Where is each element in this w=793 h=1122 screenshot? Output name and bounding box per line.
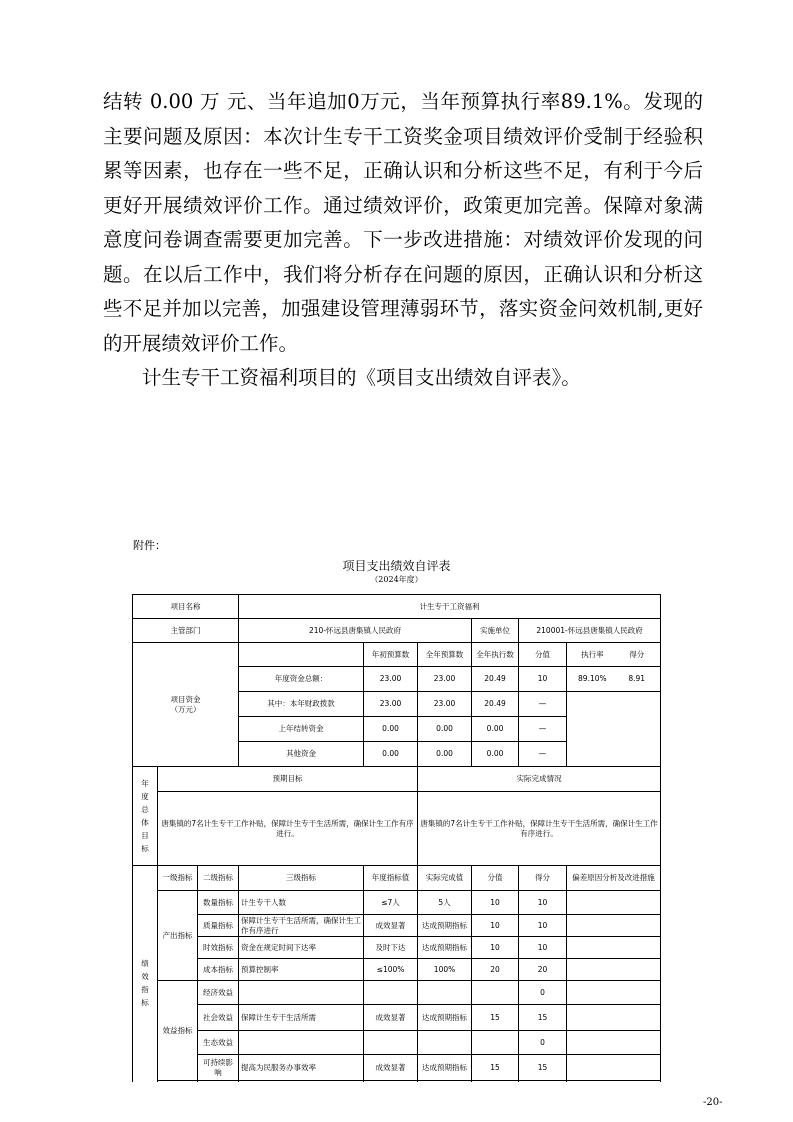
dept: 210-怀远县唐集镇人民政府 [239, 619, 472, 643]
table-row [133, 595, 661, 619]
perf-header: 一级指标 [158, 866, 198, 891]
reason-cell [567, 1005, 661, 1031]
funds-cell: 20.49 [472, 692, 519, 717]
funds-rate-score [567, 667, 661, 692]
funds-cell: 0.00 [472, 742, 519, 767]
value-cell: 15 [472, 1055, 519, 1081]
target-cell: 成效显著 [364, 915, 418, 937]
actual-cell: 100% [418, 959, 472, 981]
l3-cell [239, 981, 364, 1005]
l2-cell: 质量指标 [198, 915, 239, 937]
funds-cell: 23.00 [364, 667, 418, 692]
attachment-label: 附件： [133, 539, 166, 552]
target-cell [364, 1031, 418, 1055]
score-cell: 10 [519, 891, 567, 915]
output-label: 产出指标 [158, 891, 198, 981]
funds-cell: 0.00 [472, 717, 519, 742]
benefit-label: 效益指标 [158, 981, 198, 1081]
perf-header: 偏差原因分析及改进措施 [567, 866, 661, 891]
target-cell [364, 981, 418, 1005]
funds-header: 年初预算数 [364, 643, 418, 667]
funds-header-rate-score [567, 643, 661, 667]
actual-cell: 达成预期指标 [418, 915, 472, 937]
value-cell [472, 981, 519, 1005]
table-row [133, 643, 661, 667]
l2-cell: 时效指标 [198, 937, 239, 959]
actual-text: 唐集镇的7名计生专干工作补贴，保障计生专干生活所需，确保计生工作有序进行。 [418, 792, 661, 866]
score-cell: 10 [519, 915, 567, 937]
project-name: 计生专干工资福利 [239, 595, 661, 619]
table-row [133, 915, 661, 937]
score-cell: 0 [519, 981, 567, 1005]
perf-header: 得分 [519, 866, 567, 891]
l2-cell: 社会效益 [198, 1005, 239, 1031]
reason-cell [567, 1031, 661, 1055]
funds-header: 分值 [519, 643, 567, 667]
reason-cell [567, 1055, 661, 1081]
l2-cell: 经济效益 [198, 981, 239, 1005]
reason-cell [567, 981, 661, 1005]
table-row [133, 792, 661, 866]
l3-cell: 预算控制率 [239, 959, 364, 981]
funds-label: 项目资金 （万元） [133, 643, 239, 767]
funds-row-label: 上年结转资金 [239, 717, 364, 742]
funds-cell: 23.00 [418, 692, 472, 717]
funds-cell: — [519, 717, 567, 742]
page-bottom-mask [0, 1082, 793, 1122]
value-cell [472, 1031, 519, 1055]
l2-cell: 生态效益 [198, 1031, 239, 1055]
expected-text: 唐集镇的7名计生专干工作补贴，保障计生专干生活所需，确保计生工作有序进行。 [158, 792, 418, 866]
table-year: （2024年度） [370, 575, 423, 584]
actual-cell [418, 981, 472, 1005]
target-cell: ≤100% [364, 959, 418, 981]
target-cell: 成效显著 [364, 1005, 418, 1031]
actual-cell: 达成预期指标 [418, 1005, 472, 1031]
table-row [133, 981, 661, 1005]
actual-cell: 5人 [418, 891, 472, 915]
score-cell: 0 [519, 1031, 567, 1055]
perf-header: 年度指标值 [364, 866, 418, 891]
perf-label [133, 866, 158, 1101]
actual-cell [418, 1031, 472, 1055]
funds-header: 全年执行数 [472, 643, 519, 667]
l2-cell: 可持续影响 [198, 1055, 239, 1081]
l2-cell: 数量指标 [198, 891, 239, 915]
reason-cell [567, 891, 661, 915]
perf-header: 实际完成值 [418, 866, 472, 891]
perf-label-text: 绩效指标 [141, 959, 149, 1007]
funds-row-label: 其中：本年财政拨款 [239, 692, 364, 717]
goal-label [133, 767, 158, 866]
funds-cell: 20.49 [472, 667, 519, 692]
l3-cell [239, 1031, 364, 1055]
value-cell: 10 [472, 891, 519, 915]
funds-empty [567, 692, 661, 717]
funds-cell: 0.00 [418, 717, 472, 742]
paragraph-1: 结转 0.00 万 元、当年追加0万元，当年预算执行率89.1%。发现的主要问题及原因：本次计生专干工资奖金项目绩效评价受制于经验积累等因素，也存在一些不足，正确认识和分析这些不足，有利于今后更好开展绩效评价工作。通过绩效评价，政策更加完善。保障对象满意度问卷调查需要更加完善。下一步改进措施：对绩效评价发现的问题。在以后工作中，我们将分析存在问题的原因，正确认识和分析这些不足并加以完善，加强建设管理薄弱环节，落实资金问效机制,更好的开展绩效评价工作。 [103, 90, 703, 355]
funds-cell: 23.00 [418, 667, 472, 692]
table-row [133, 959, 661, 981]
actual-cell: 达成预期指标 [418, 937, 472, 959]
l2-cell: 成本指标 [198, 959, 239, 981]
expected-label: 预期目标 [158, 767, 418, 792]
funds-score: 8.91 [628, 674, 646, 683]
funds-empty [567, 742, 661, 767]
l3-cell: 提高为民服务办事效率 [239, 1055, 364, 1081]
score-cell: 20 [519, 959, 567, 981]
dept-label: 主管部门 [133, 619, 239, 643]
funds-header: 执行率 [581, 649, 604, 659]
target-cell: 成效显著 [364, 1055, 418, 1081]
table-title: 项目支出绩效自评表 [342, 559, 451, 573]
unit-label: 实施单位 [472, 619, 519, 643]
value-cell: 10 [472, 937, 519, 959]
funds-header-blank [239, 643, 364, 667]
funds-cell: 10 [519, 667, 567, 692]
funds-cell: 0.00 [364, 742, 418, 767]
project-name-label: 项目名称 [133, 595, 239, 619]
reason-cell [567, 959, 661, 981]
table-row [133, 891, 661, 915]
reason-cell [567, 937, 661, 959]
table-row [133, 1031, 661, 1055]
funds-empty [567, 717, 661, 742]
funds-row-label: 年度资金总额： [239, 667, 364, 692]
performance-table [132, 594, 661, 1101]
funds-cell: — [519, 692, 567, 717]
unit: 210001-怀远县唐集镇人民政府 [519, 619, 661, 643]
l3-cell: 计生专干人数 [239, 891, 364, 915]
value-cell: 10 [472, 915, 519, 937]
table-row [133, 1005, 661, 1031]
actual-cell: 达成预期指标 [418, 1055, 472, 1081]
funds-rate: 89.10% [578, 674, 607, 683]
funds-cell: — [519, 742, 567, 767]
goal-label-text: 年度总体目标 [141, 779, 149, 853]
l3-cell: 保障计生专干生活所需 [239, 1005, 364, 1031]
funds-header: 得分 [629, 649, 645, 659]
page-number: -20- [703, 1097, 723, 1108]
table-row [133, 866, 661, 891]
actual-label: 实际完成情况 [418, 767, 661, 792]
l3-cell: 保障计生专干生活所需，确保计生工作有序进行 [239, 915, 364, 937]
funds-header: 全年预算数 [418, 643, 472, 667]
value-cell: 20 [472, 959, 519, 981]
funds-row-label: 其他资金 [239, 742, 364, 767]
table-row [133, 937, 661, 959]
score-cell: 15 [519, 1055, 567, 1081]
table-row [133, 1055, 661, 1081]
target-cell: ≤7人 [364, 891, 418, 915]
value-cell: 15 [472, 1005, 519, 1031]
table-row [133, 767, 661, 792]
score-cell: 15 [519, 1005, 567, 1031]
perf-header: 三级指标 [239, 866, 364, 891]
funds-cell: 0.00 [418, 742, 472, 767]
l3-cell: 资金在规定时间下达率 [239, 937, 364, 959]
paragraph-2: 计生专干工资福利项目的《项目支出绩效自评表》。 [142, 366, 581, 389]
body-text [103, 85, 703, 396]
perf-header: 二级指标 [198, 866, 239, 891]
funds-cell: 0.00 [364, 717, 418, 742]
table-row [133, 619, 661, 643]
score-cell: 10 [519, 937, 567, 959]
target-cell: 及时下达 [364, 937, 418, 959]
reason-cell [567, 915, 661, 937]
perf-header: 分值 [472, 866, 519, 891]
funds-cell: 23.00 [364, 692, 418, 717]
